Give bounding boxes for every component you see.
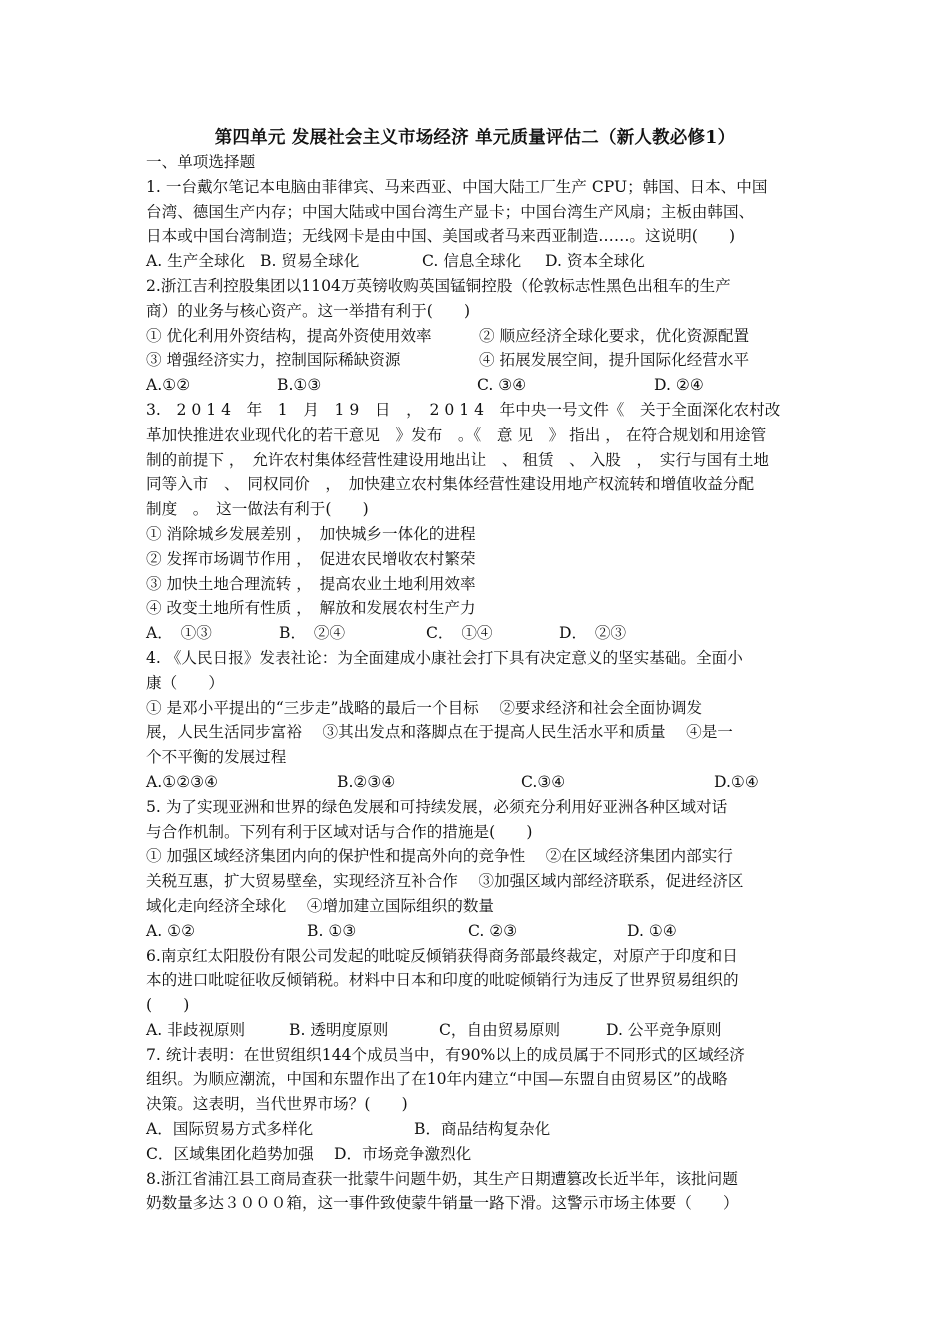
question-5-line: ① 加强区域经济集团内向的保护性和提高外向的竞争性 ②在区域经济集团内部实行 [146, 847, 733, 866]
option-d: D. 资本全球化 [545, 252, 645, 271]
question-8-line: 8.浙江省浦江县工商局查获一批蒙牛问题牛奶，其生产日期遭篡改长近半年，该批问题 [146, 1169, 738, 1188]
option-b: B. 透明度原则 [289, 1020, 389, 1039]
question-5-line: 5. 为了实现亚洲和世界的绿色发展和可持续发展，必须充分利用好亚洲各种区域对话 [146, 797, 728, 816]
option-b: B.①③ [277, 376, 322, 395]
question-3-options [146, 621, 816, 646]
section-heading: 一、单项选择题 [146, 153, 256, 171]
question-3-line: 制的前提下 ， 允许农村集体经营性建设用地出让 、 租赁 、 入股 ， 实行与国有土地 [146, 450, 770, 469]
statement-3: ③ 加快土地合理流转 ， 提高农业土地利用效率 [146, 574, 476, 593]
question-5-line: 域化走向经济全球化 ④增加建立国际组织的数量 [146, 896, 495, 915]
question-2-items [146, 324, 816, 349]
option-c: C. ③④ [477, 376, 527, 395]
question-1-line: 台湾、德国生产内存；中国大陆或中国台湾生产显卡；中国台湾生产风扇；主板由韩国、 [146, 202, 755, 221]
question-3-line: 同等入市 、 同权同价 ， 加快建立农村集体经营性建设用地产权流转和增值收益分配 [146, 475, 755, 494]
option-d: D. ①④ [627, 921, 677, 940]
question-1-line: 1. 一台戴尔笔记本电脑由菲律宾、马来西亚、中国大陆工厂生产 CPU；韩国、日本、中国 [146, 177, 768, 196]
question-4-line: 个不平衡的发展过程 [146, 748, 287, 767]
question-7-line: 决策。这表明，当代世界市场？( ) [146, 1095, 408, 1114]
option-a: A． ①③ [146, 624, 212, 643]
option-a: A. ①② [146, 921, 196, 940]
question-7-options [146, 1117, 816, 1142]
question-3-line: 3. 2 0 1 4 年 1 月 1 9 日 ， 2 0 1 4 年中央一号文件《 关于全面深化农村改 [146, 400, 781, 419]
option-a: A. 生产全球化 [146, 252, 246, 271]
question-4-line: 康（ ） [146, 673, 224, 692]
option-c: C．区域集团化趋势加强 [146, 1144, 314, 1163]
question-4-line: 4. 《人民日报》发表社论：为全面建成小康社会打下具有决定意义的坚实基础。全面小 [146, 648, 743, 667]
question-3-line: 革加快推进农业现代化的若干意见 》发布 。《 意 见 》 指出 ， 在符合规划和用途管 [146, 425, 767, 444]
option-b: B. 贸易全球化 [260, 252, 360, 271]
question-7-line: 组织。为顺应潮流，中国和东盟作出了在10年内建立“中国—东盟自由贸易区”的战略 [146, 1070, 728, 1089]
option-d: D.①④ [714, 772, 759, 791]
option-a: A.①②③④ [146, 772, 219, 791]
question-4-options [146, 770, 816, 795]
option-c: C． ①④ [426, 624, 493, 643]
option-d: D． ②③ [559, 624, 627, 643]
option-b: B.②③④ [337, 772, 396, 791]
option-a: A. 非歧视原则 [146, 1020, 246, 1039]
option-c: C. ②③ [468, 921, 518, 940]
option-a: A.①② [146, 376, 191, 395]
question-6-options [146, 1018, 816, 1043]
question-3-line: 制度 。 这一做法有利于( ) [146, 500, 369, 519]
question-2-options [146, 373, 816, 398]
question-1-line: 日本或中国台湾制造；无线网卡是由中国、美国或者马来西亚制造……。这说明( ) [146, 227, 736, 246]
option-c: C. 信息全球化 [422, 252, 522, 271]
question-2-line: 2.浙江吉利控股集团以1104万英镑收购英国锰铜控股（伦敦标志性黑色出租车的生产 [146, 276, 731, 295]
option-b: B．商品结构复杂化 [414, 1120, 551, 1139]
question-1-options [146, 249, 816, 274]
question-6-line: 6.南京红太阳股份有限公司发起的吡啶反倾销获得商务部最终裁定，对原产于印度和日 [146, 946, 738, 965]
statement-4: ④ 改变土地所有性质 ， 解放和发展农村生产力 [146, 599, 476, 618]
statement-1: ① 消除城乡发展差别 ， 加快城乡一体化的进程 [146, 524, 476, 543]
question-5-line: 与合作机制。下列有利于区域对话与合作的措施是( ) [146, 822, 533, 841]
option-b: B. ①③ [307, 921, 357, 940]
statement-4: ④ 拓展发展空间，提升国际化经营水平 [479, 351, 750, 370]
option-a: A．国际贸易方式多样化 [146, 1120, 314, 1139]
question-5-line: 关税互惠，扩大贸易壁垒，实现经济互补合作 ③加强区域内部经济联系，促进经济区 [146, 872, 744, 891]
option-b: B． ②④ [279, 624, 346, 643]
option-c: C.③④ [521, 772, 566, 791]
question-list [146, 150, 816, 1216]
question-4-line: 展，人民生活同步富裕 ③其出发点和落脚点在于提高人民生活水平和质量 ④是一 [146, 723, 733, 742]
statement-2: ② 发挥市场调节作用 ， 促进农民增收农村繁荣 [146, 549, 476, 568]
option-c: C，自由贸易原则 [439, 1020, 561, 1039]
statement-1: ① 优化利用外资结构，提高外资使用效率 [146, 326, 432, 345]
statement-3: ③ 增强经济实力，控制国际稀缺资源 [146, 351, 401, 370]
option-d: D. 公平竞争原则 [606, 1020, 722, 1039]
question-5-options [146, 919, 816, 944]
question-7-line: 7. 统计表明：在世贸组织144个成员当中，有90%以上的成员属于不同形式的区域经济 [146, 1045, 745, 1064]
question-7-options [146, 1142, 816, 1167]
statement-2: ② 顺应经济全球化要求，优化资源配置 [479, 326, 750, 345]
question-6-line: 本的进口吡啶征收反倾销税。材料中日本和印度的吡啶倾销行为违反了世界贸易组织的 [146, 971, 739, 990]
document-title: 第四单元 发展社会主义市场经济 单元质量评估二（新人教必修1） [214, 128, 736, 148]
option-d: D．市场竞争激烈化 [334, 1144, 472, 1163]
question-2-line: 商）的业务与核心资产。这一举措有利于( ) [146, 301, 471, 320]
question-8-line: 奶数量多达３０００箱，这一事件致使蒙牛销量一路下滑。这警示市场主体要（ ） [146, 1194, 739, 1213]
question-4-line: ① 是邓小平提出的“三步走”战略的最后一个目标 ②要求经济和社会全面协调发 [146, 698, 703, 717]
option-d: D. ②④ [654, 376, 704, 395]
question-2-items [146, 348, 816, 373]
question-6-line: ( ) [146, 996, 190, 1015]
